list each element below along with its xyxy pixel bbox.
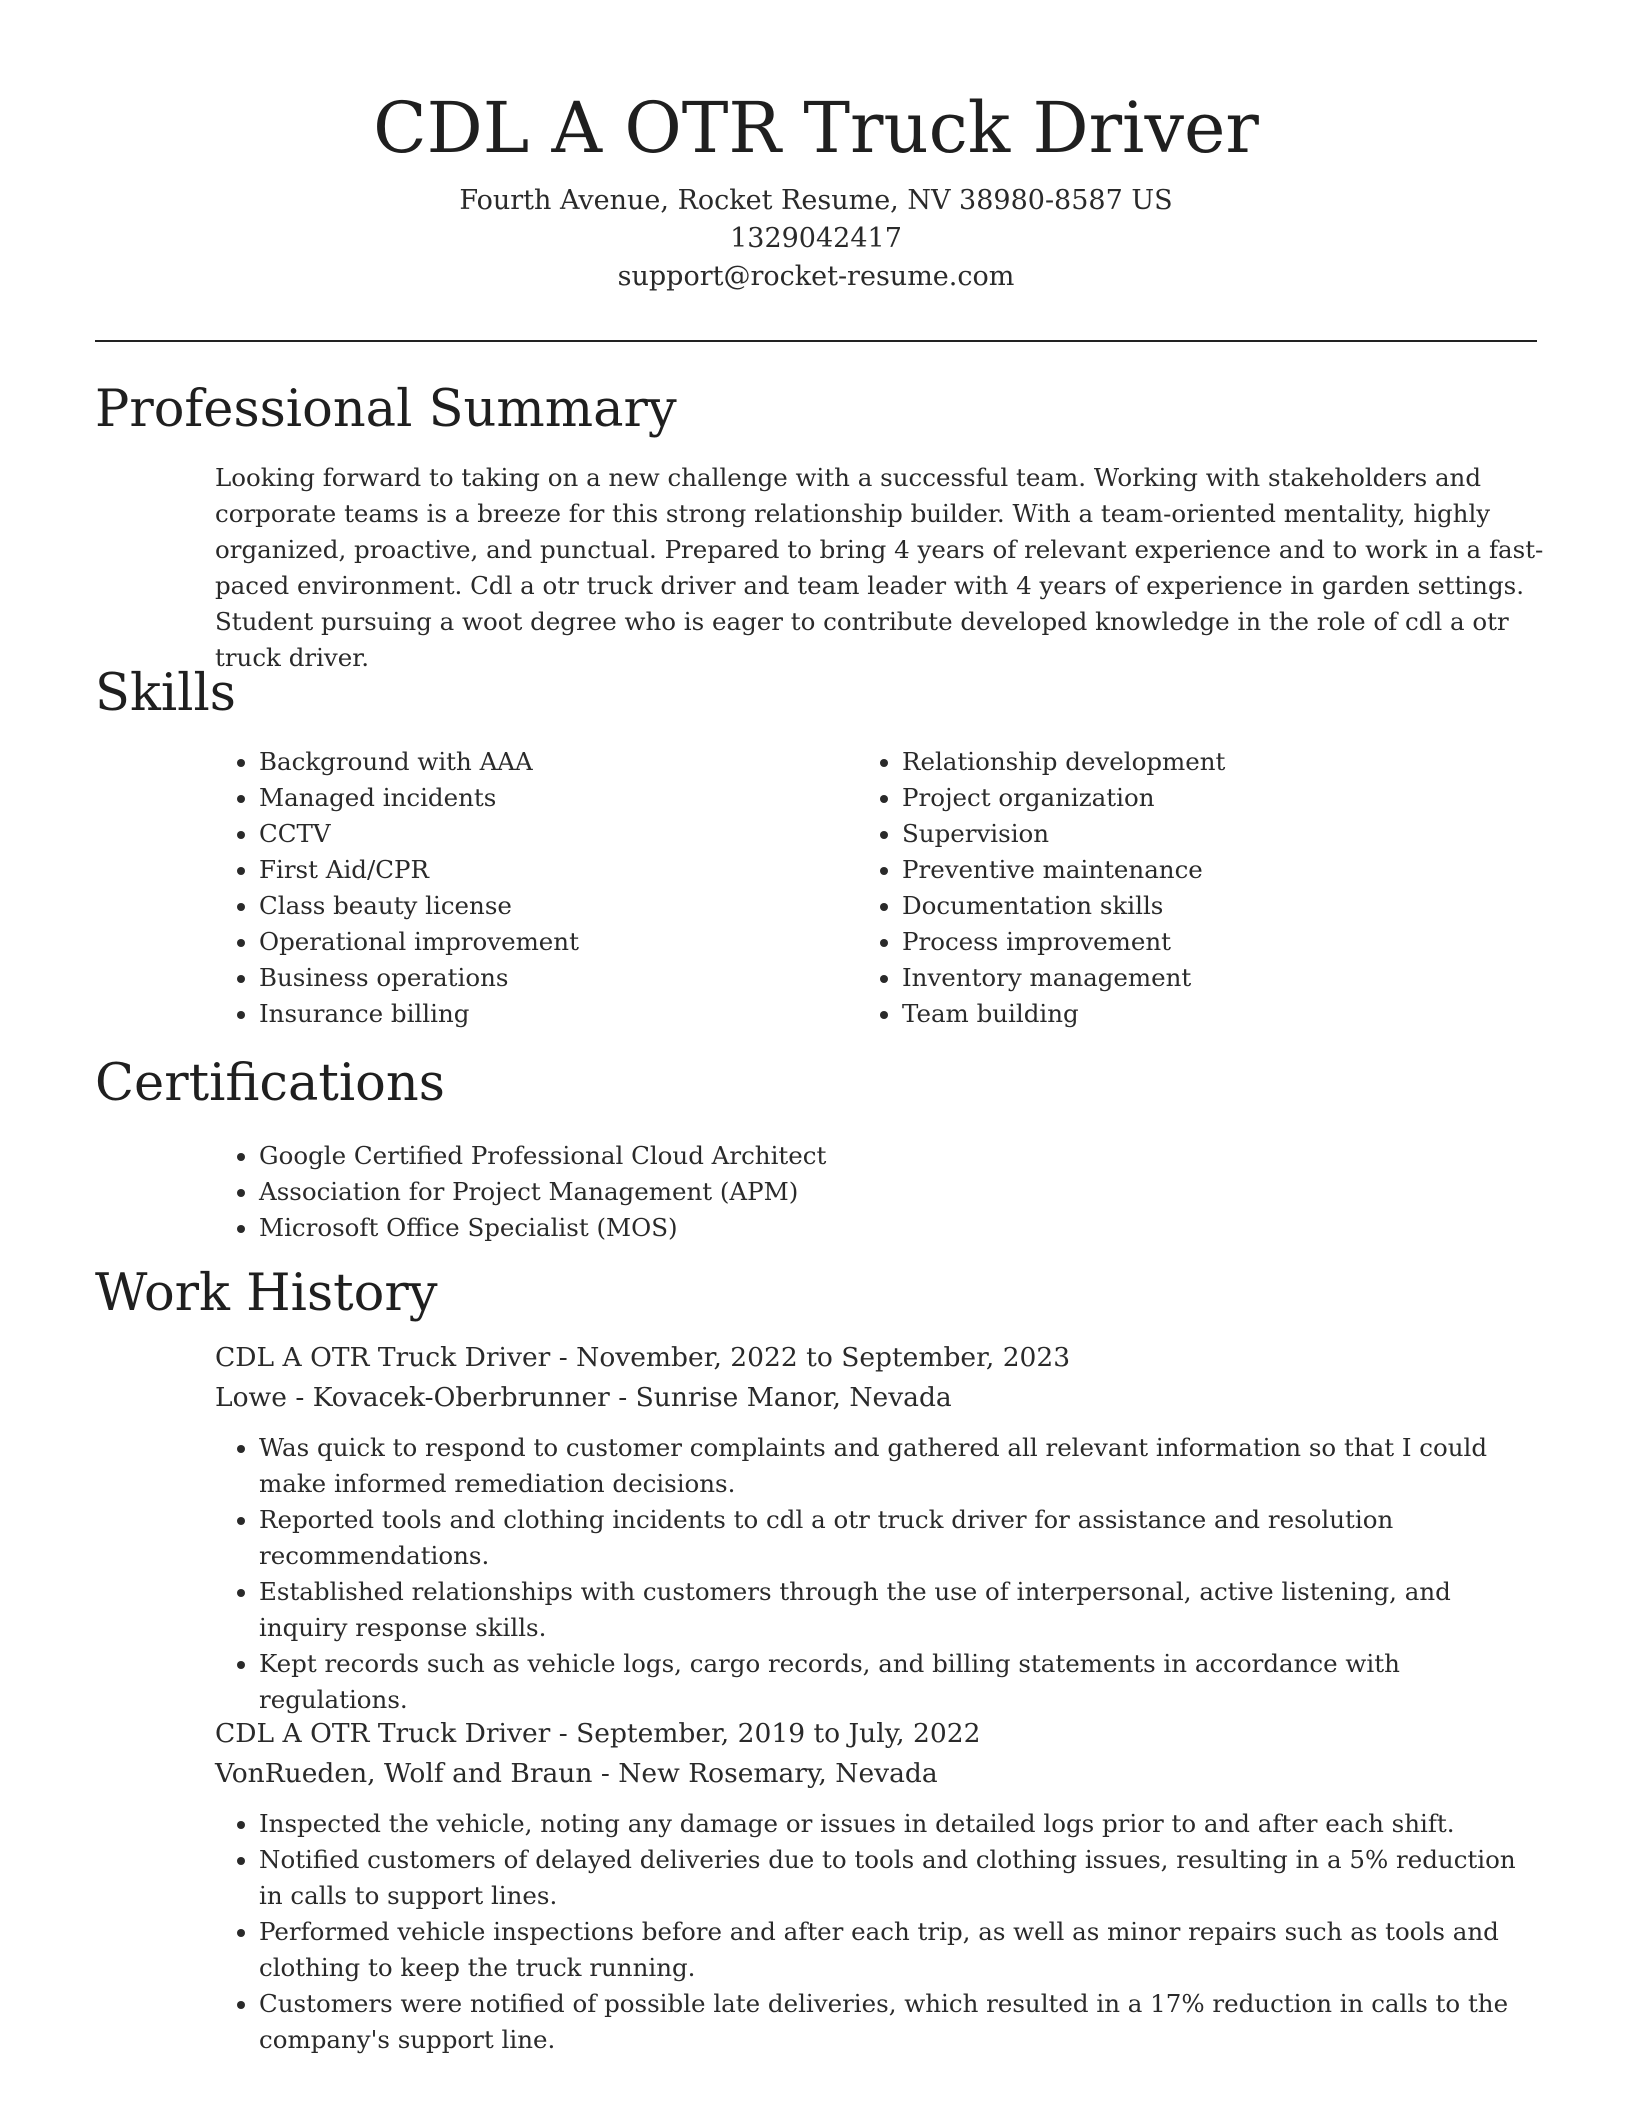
job-bullet: • Reported tools and clothing incidents to cdl a otr truck driver for assistance and resolution recommendations. <box>259 1502 1545 1574</box>
phone: 1329042417 <box>730 223 902 254</box>
job-bullet: • Performed vehicle inspections before and after each trip, as well as minor repairs such as tools and clothing to keep the truck running. <box>259 1914 1545 1986</box>
job-company-location: VonRueden, Wolf and Braun - New Rosemary, Nevada <box>215 1758 938 1789</box>
job-bullets <box>215 1806 1545 2058</box>
skill-item: • Business operations <box>259 960 815 996</box>
skill-item: • Operational improvement <box>259 924 815 960</box>
skills-right-column <box>858 744 1458 1032</box>
certifications-heading: Certifications <box>95 1054 445 1113</box>
skills-left-column <box>215 744 815 1032</box>
skills-heading: Skills <box>95 664 236 723</box>
skill-item: • Documentation skills <box>902 888 1458 924</box>
skill-item: • CCTV <box>259 816 815 852</box>
certification-item: • Microsoft Office Specialist (MOS) <box>259 1210 1515 1246</box>
certification-item: • Association for Project Management (APM) <box>259 1174 1515 1210</box>
certifications-list <box>215 1138 1515 1246</box>
work-history-heading: Work History <box>95 1264 438 1323</box>
job-bullet: • Kept records such as vehicle logs, cargo records, and billing statements in accordance with regulations. <box>259 1646 1545 1718</box>
job-bullet: • Was quick to respond to customer complaints and gathered all relevant information so that I could make informed remediation decisions. <box>259 1430 1545 1502</box>
skill-item: • Process improvement <box>902 924 1458 960</box>
certification-item: • Google Certified Professional Cloud Architect <box>259 1138 1515 1174</box>
skill-item: • Preventive maintenance <box>902 852 1458 888</box>
resume-header <box>0 0 1632 296</box>
job-bullet: • Customers were notified of possible late deliveries, which resulted in a 17% reduction in calls to the company's support line. <box>259 1986 1545 2058</box>
skill-item: • Class beauty license <box>259 888 815 924</box>
skill-item: • Managed incidents <box>259 780 815 816</box>
skill-item: • Inventory management <box>902 960 1458 996</box>
job-bullets <box>215 1430 1545 1718</box>
header-divider <box>95 340 1537 342</box>
skill-item: • First Aid/CPR <box>259 852 815 888</box>
skill-item: • Relationship development <box>902 744 1458 780</box>
job-entry <box>215 1338 1545 1718</box>
skill-item: • Background with AAA <box>259 744 815 780</box>
job-bullet: • Established relationships with customers through the use of interpersonal, active listening, and inquiry response skills. <box>259 1574 1545 1646</box>
candidate-name: CDL A OTR Truck Driver <box>373 87 1259 169</box>
job-bullet: • Notified customers of delayed deliveries due to tools and clothing issues, resulting in a 5% reduction in calls to support lines. <box>259 1842 1545 1914</box>
job-entry <box>215 1714 1545 2058</box>
job-company-location: Lowe - Kovacek-Oberbrunner - Sunrise Manor, Nevada <box>215 1382 952 1413</box>
summary-heading: Professional Summary <box>95 380 677 439</box>
job-title-dates: CDL A OTR Truck Driver - November, 2022 to September, 2023 <box>215 1342 1071 1373</box>
skill-item: • Team building <box>902 996 1458 1032</box>
job-title-dates: CDL A OTR Truck Driver - September, 2019 to July, 2022 <box>215 1718 981 1749</box>
job-bullet: • Inspected the vehicle, noting any damage or issues in detailed logs prior to and after each shift. <box>259 1806 1545 1842</box>
skill-item: • Project organization <box>902 780 1458 816</box>
email: support@rocket-resume.com <box>617 261 1015 292</box>
address: Fourth Avenue, Rocket Resume, NV 38980-8587 US <box>459 185 1173 216</box>
summary-text: Looking forward to taking on a new challenge with a successful team. Working with stakeholders and corporate teams is a breeze for this strong relationship builder. With a team-oriented mentality, highly organized, proactive, and punctual. Prepared to bring 4 years of relevant experience and to work in a fast-paced environment. Cdl a otr truck driver and team leader with 4 years of experience in garden settings. Student pursuing a woot degree who is eager to contribute developed knowledge in the role of cdl a otr truck driver. <box>215 463 1544 672</box>
skill-item: • Supervision <box>902 816 1458 852</box>
skill-item: • Insurance billing <box>259 996 815 1032</box>
